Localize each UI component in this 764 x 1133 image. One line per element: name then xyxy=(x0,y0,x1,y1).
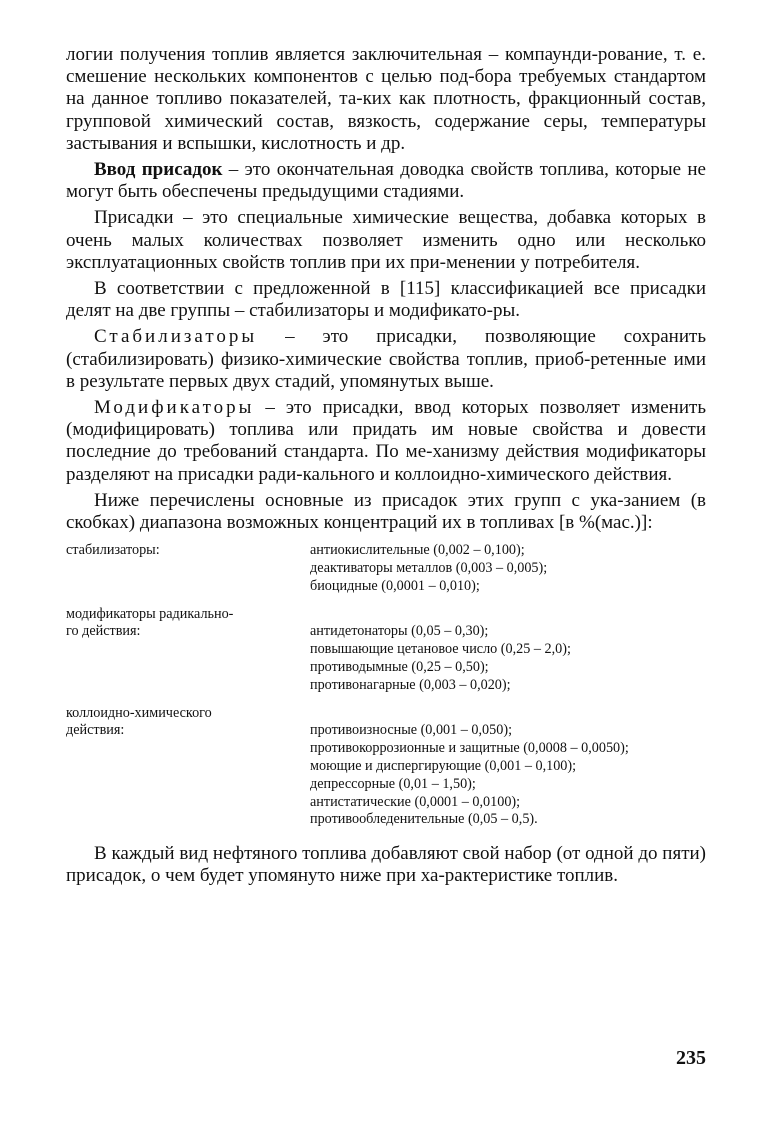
list-item: повышающие цетановое число (0,25 – 2,0); xyxy=(310,641,571,658)
page-number: 235 xyxy=(676,1047,706,1069)
list-item: антиокислительные (0,002 – 0,100); xyxy=(310,542,525,559)
term-modifiers: Модификаторы xyxy=(94,397,255,419)
additive-group-radical xyxy=(66,606,706,695)
additive-group-colloid xyxy=(66,705,706,830)
list-item: моющие и диспергирующие (0,001 – 0,100); xyxy=(310,758,577,775)
group-label-colloid-line2: действия: xyxy=(66,722,125,739)
list-item: антидетонаторы (0,05 – 0,30); xyxy=(310,623,489,640)
list-item: противокоррозионные и защитные (0,0008 – 0,0050); xyxy=(310,740,629,757)
group-label-stabilizers: стабилизаторы: xyxy=(66,542,160,559)
paragraph-blending: логии получения топлив является заключительная – компаунди-рование, т. е. смешение нескольких компонентов с целью под-бора требуемых стандартом на данное топливо показателей, та-ких как плотность, фракционный состав, групповой химический состав, вязкость, содержание серы, температуры застывания и вспышки, кислотность и др. xyxy=(66,44,706,154)
paragraph-additives-definition: Присадки – это специальные химические вещества, добавка которых в очень малых количествах позволяет изменить одно или несколько эксплуатационных свойств топлив при их при-менении у потребителя. xyxy=(66,207,706,273)
additive-group-stabilizers xyxy=(66,542,706,595)
term-additive-input: Ввод присадок xyxy=(94,159,223,181)
additives-list xyxy=(66,542,706,829)
paragraph-modifiers xyxy=(66,397,706,486)
group-label-colloid xyxy=(66,705,310,830)
term-stabilizers: Стабилизаторы xyxy=(94,326,258,348)
group-label-radical xyxy=(66,606,310,695)
list-item: биоцидные (0,0001 – 0,010); xyxy=(310,577,480,594)
paragraph-classification: В соответствии с предложенной в [115] классификацией все присадки делят на две группы – стабилизаторы и модификато-ры. xyxy=(66,278,706,322)
paragraph-final: В каждый вид нефтяного топлива добавляют свой набор (от одной до пяти) присадок, о чем будет упомянуто ниже при ха-рактеристике топлив. xyxy=(66,843,706,887)
group-items-radical xyxy=(310,606,706,695)
group-label-colloid-line1: коллоидно-химического xyxy=(66,704,212,721)
group-items-colloid xyxy=(310,705,706,830)
list-item: противодымные (0,25 – 0,50); xyxy=(310,659,489,676)
group-label-radical-line1: модификаторы радикально- xyxy=(66,605,234,622)
group-label-radical-line2: го действия: xyxy=(66,623,141,640)
list-item: антистатические (0,0001 – 0,0100); xyxy=(310,793,521,810)
paragraph-stabilizers xyxy=(66,326,706,393)
list-item: депрессорные (0,01 – 1,50); xyxy=(310,775,476,792)
page-body xyxy=(66,44,706,892)
list-item: противонагарные (0,003 – 0,020); xyxy=(310,676,511,693)
paragraph-modifiers-text: – это присадки, ввод которых позволяет изменить (модифицировать) топлива или придать им новые свойства и довести последние до требований стандарта. По ме-ханизму действия модификаторы разделяют на присадки ради-кального и коллоидно-химического действия. xyxy=(66,397,706,485)
paragraph-additive-input xyxy=(66,159,706,203)
paragraph-stabilizers-text: – это присадки, позволяющие сохранить (стабилизировать) физико-химические свойства топлив, приоб-ретенные ими в результате первых двух стадий, упомянутых выше. xyxy=(66,326,706,392)
list-item: противоизносные (0,001 – 0,050); xyxy=(310,722,513,739)
paragraph-additive-input-text: – это окончательная доводка свойств топлива, которые не могут быть обеспечены предыдущими стадиями. xyxy=(66,159,706,203)
paragraph-list-intro: Ниже перечислены основные из присадок этих групп с ука-занием (в скобках) диапазона возможных концентраций их в топливах [в %(мас.)]: xyxy=(66,489,706,534)
list-item: противообледенительные (0,05 – 0,5). xyxy=(310,811,538,828)
group-items-stabilizers xyxy=(310,542,706,595)
list-item: деактиваторы металлов (0,003 – 0,005); xyxy=(310,560,548,577)
